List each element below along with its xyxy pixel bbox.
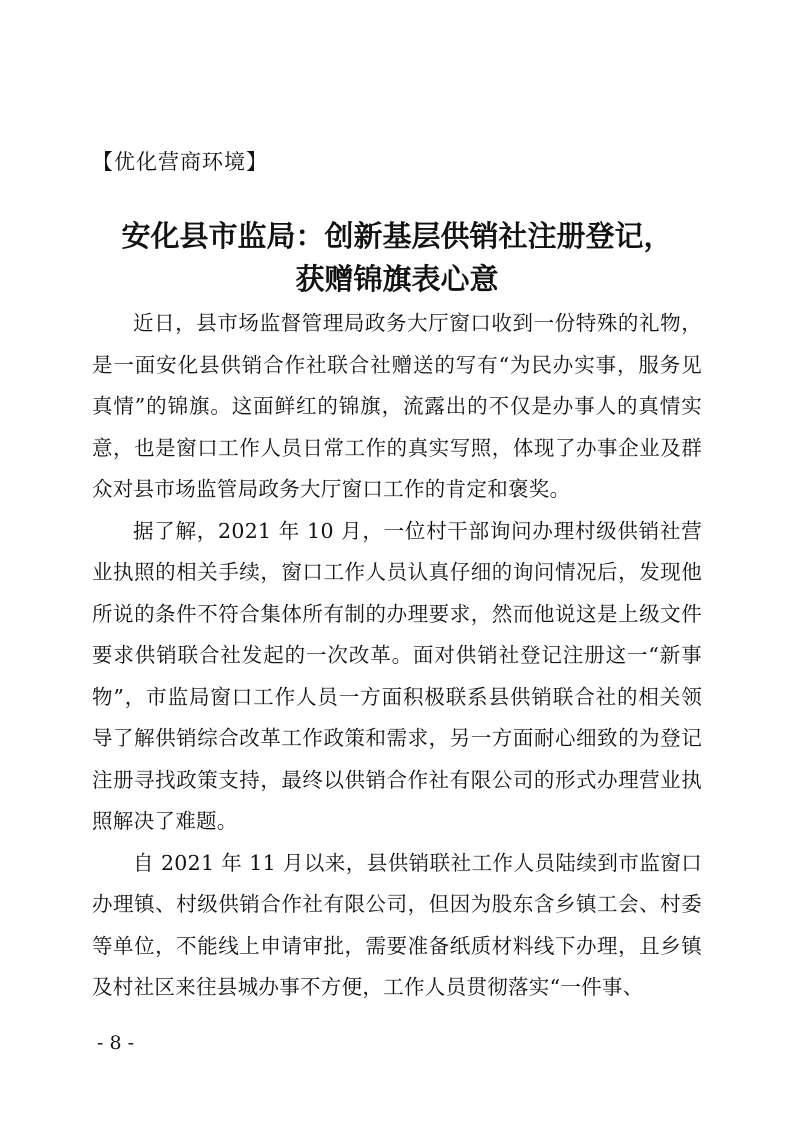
title-line-2: 获赠锦旗表心意 — [295, 262, 499, 297]
title-line-1: 安化县市监局：创新基层供销社注册登记， — [121, 219, 673, 254]
paragraph-1: 近日，县市场监督管理局政务大厅窗口收到一份特殊的礼物，是一面安化县供销合作社联合社赠送的写有“为民办实事，服务见真情”的锦旗。这面鲜红的锦旗，流露出的不仅是办事人的真情实意，也是窗口工作人员日常工作的真实写照，体现了办事企业及群众对县市场监管局政务大厅窗口工作的肯定和褒奖。 — [92, 311, 702, 501]
section-tag: 【优化营商环境】 — [92, 150, 268, 174]
paragraph-3: 自 2021 年 11 月以来，县供销联社工作人员陆续到市监窗口办理镇、村级供销合作社有限公司，但因为股东含乡镇工会、村委等单位，不能线上申请审批，需要准备纸质材料线下办理，且乡镇及村社区来往县城办事不方便，工作人员贯彻落实“一件事、 — [92, 850, 702, 999]
page-number: - 8 - — [97, 1032, 135, 1054]
article-title — [92, 215, 702, 301]
paragraph-2: 据了解，2021 年 10 月，一位村干部询问办理村级供销社营业执照的相关手续，窗口工作人员认真仔细的询问情况后，发现他所说的条件不符合集体所有制的办理要求，然而他说这是上级文件要求供销联合社发起的一次改革。面对供销社登记注册这一“新事物”，市监局窗口工作人员一方面积极联系县供销联合社的相关领导了解供销综合改革工作政策和需求，另一方面耐心细致的为登记注册寻找政策支持，最终以供销合作社有限公司的形式办理营业执照解决了难题。 — [92, 518, 702, 833]
article-body — [92, 303, 702, 1009]
